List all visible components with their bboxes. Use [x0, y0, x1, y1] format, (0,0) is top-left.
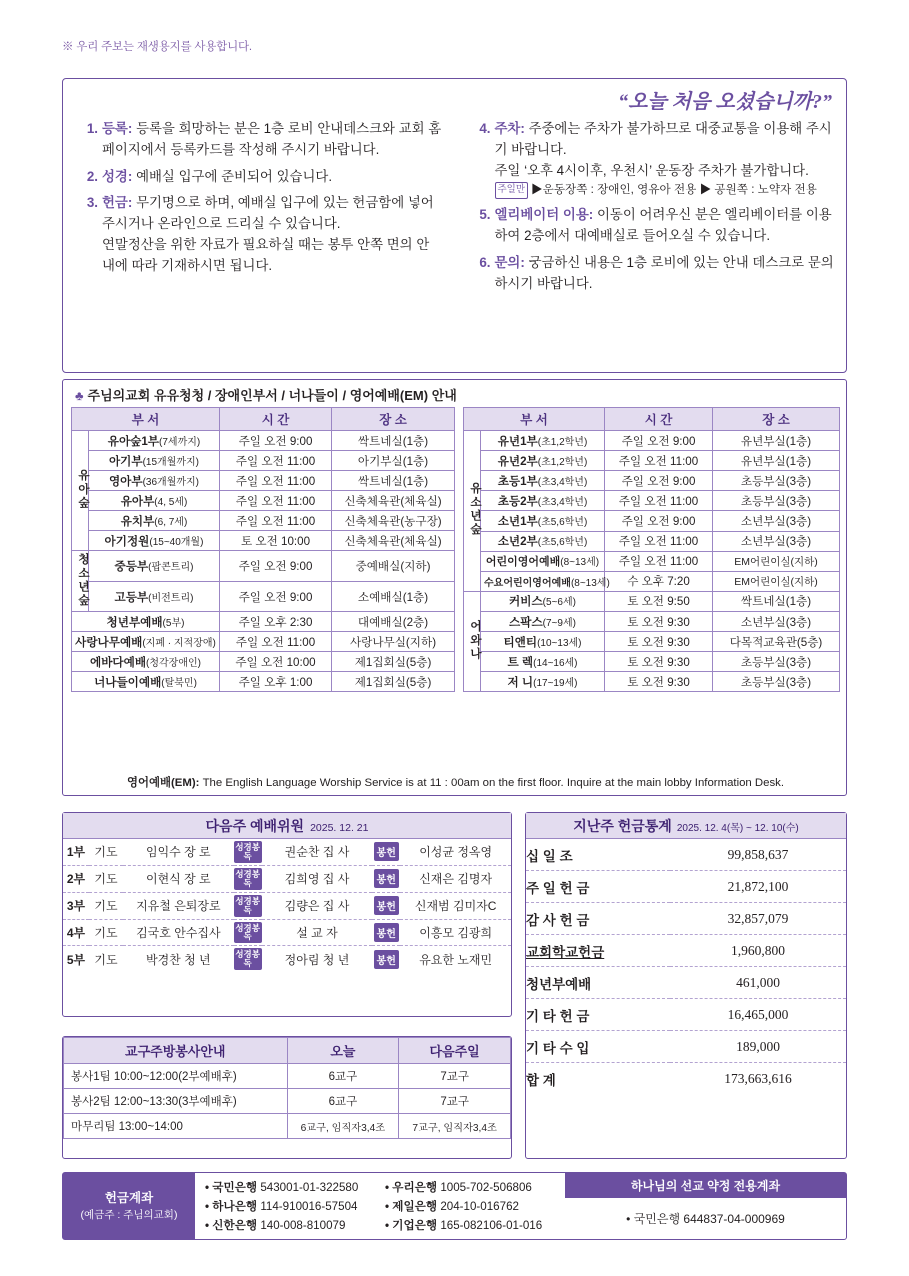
dept-name: 중등부(팝콘트리) [89, 551, 220, 582]
item-body [102, 167, 442, 188]
welcome-columns [63, 119, 848, 300]
dept-place: 초등부실(3층) [713, 491, 840, 511]
next-week-title-text: 다음주 예배위원 [205, 818, 305, 834]
dept-place: 신축체육관(농구장) [332, 511, 455, 531]
today-district: 6교구 [287, 1064, 399, 1089]
table-row [526, 839, 846, 871]
table-row [464, 531, 840, 551]
group-label: 어와나 [464, 591, 481, 692]
table-row [72, 431, 455, 451]
offering-names: 유요한 노재민 [419, 952, 493, 967]
dept-place: 초등부실(3층) [713, 471, 840, 491]
mission-account-block [565, 1173, 846, 1239]
table-row [72, 471, 455, 491]
department-info-box [62, 379, 847, 796]
dept-name: 유치부(6, 7세) [89, 511, 220, 531]
dept-time: 주일 오전 11:00 [605, 491, 713, 511]
table-row [526, 967, 846, 999]
dept-name: 아기부(15개월까지) [89, 451, 220, 471]
dept-time: 주일 오전 11:00 [220, 471, 332, 491]
accounts-left-title [63, 1173, 195, 1239]
account-number: 165-082106-01-016 [440, 1219, 543, 1232]
scripture-badge [234, 919, 262, 946]
col-header-today: 오늘 [287, 1038, 399, 1064]
table-row [526, 1031, 846, 1063]
item-number: 6. [479, 254, 491, 270]
dept-time: 주일 오전 11:00 [605, 551, 713, 571]
item-subtext: 주일 ‘오후 4시이후, 우천시’ 운동장 주차가 불가합니다. [494, 162, 809, 178]
next-district: 7교구, 임직자3,4조 [399, 1114, 511, 1139]
dept-place: 소예배실(1층) [332, 581, 455, 612]
welcome-right-column [456, 119, 849, 300]
offering-title-text: 지난주 헌금통계 [573, 818, 672, 834]
em-label: 영어예배(EM): [126, 777, 200, 789]
offering-value: 16,465,000 [670, 999, 846, 1031]
scripture-badge-label: 성경봉독 [235, 895, 260, 915]
group-label: 유아숲 [72, 431, 89, 551]
em-text: The English Language Worship Service is at 11 : 00am on the first floor. Inquire at the main lobby Information Desk. [199, 777, 785, 789]
prayer-name: 이현식 장 로 [123, 865, 234, 892]
group-label: 청소년숲 [72, 551, 89, 612]
item-number: 3. [86, 195, 98, 211]
prayer-name: 지유철 은퇴장로 [123, 892, 234, 919]
dept-time: 주일 오전 9:00 [220, 581, 332, 612]
table-row [72, 581, 455, 612]
dept-name: 스팍스(7~9세) [481, 611, 605, 631]
table-row [63, 839, 511, 865]
offering-badge [372, 839, 400, 865]
accounts-row [205, 1179, 565, 1195]
scripture-badge [234, 892, 262, 919]
offering-value: 1,960,800 [670, 935, 846, 967]
dept-name: 티앤티(10~13세) [481, 632, 605, 652]
table-row [72, 491, 455, 511]
table-row [464, 571, 840, 591]
dept-time: 주일 오후 1:00 [220, 672, 332, 692]
dept-place: 제1집회실(5층) [332, 672, 455, 692]
scripture-name: 설 교 자 [262, 919, 373, 946]
offering-total-value: 173,663,616 [724, 1070, 792, 1086]
table-row [63, 919, 511, 946]
table-row [464, 451, 840, 471]
item-text: 등록을 희망하는 분은 1층 로비 안내데스크와 교회 홈페이지에서 등록카드를 작성해 주시기 바랍니다. [102, 121, 442, 157]
table-row [464, 511, 840, 531]
item-label: 헌금: [102, 195, 133, 211]
table-row [63, 892, 511, 919]
dept-name: 초등1부(초3,4학년) [481, 471, 605, 491]
dept-name: 소년1부(초5,6학년) [481, 511, 605, 531]
item-number: 2. [86, 168, 98, 184]
item-body [495, 119, 835, 199]
dept-place: 신축체육관(체육실) [332, 531, 455, 551]
account-item [385, 1217, 565, 1233]
item-number: 4. [479, 121, 491, 136]
item-text: 예배실 입구에 준비되어 있습니다. [132, 168, 333, 184]
dept-name: 청년부예배(5부) [72, 612, 220, 632]
part-label: 2부 [63, 865, 89, 892]
scripture-badge-label: 성경봉독 [235, 949, 260, 969]
dept-place: 유년부실(1층) [713, 431, 840, 451]
item-label: 엘리베이터 이용: [494, 207, 594, 223]
offering-names: 신재범 김미자C [400, 892, 511, 919]
col-header-service: 교구주방봉사안내 [64, 1038, 288, 1064]
offering-value: 461,000 [670, 967, 846, 999]
offering-label: 감 사 헌 금 [526, 903, 670, 935]
offering-badge [372, 946, 400, 972]
table-row [72, 672, 455, 692]
clover-icon: ♣ [75, 388, 84, 403]
table-row [464, 672, 840, 692]
offering-value: 21,872,100 [670, 871, 846, 903]
account-item [205, 1217, 385, 1233]
offering-label: 주 일 헌 금 [526, 871, 670, 903]
prayer-role-label: 기도 [89, 919, 123, 946]
offering-names: 신재은 김명자 [400, 865, 511, 892]
table-row [64, 1114, 511, 1139]
offering-total-label: 합 계 [526, 1072, 556, 1088]
col-header-place: 장 소 [332, 408, 455, 431]
service-team: 봉사1팀 10:00~12:00(2부예배후) [64, 1064, 288, 1089]
scripture-name: 권순찬 집 사 [262, 839, 373, 865]
col-header-time: 시 간 [605, 408, 713, 431]
item-body [102, 193, 442, 276]
dept-place: 초등부실(3층) [713, 672, 840, 692]
dept-time: 주일 오전 11:00 [220, 511, 332, 531]
dept-name: 유아부(4, 5세) [89, 491, 220, 511]
item-body [102, 119, 442, 161]
dept-time: 주일 오전 11:00 [220, 491, 332, 511]
bank-name: • 하나은행 [205, 1200, 258, 1213]
col-header-place: 장 소 [713, 408, 840, 431]
table-header-row [72, 408, 455, 431]
mission-account-value: • 국민은행 644837-04-000969 [626, 1212, 785, 1226]
table-row [63, 865, 511, 892]
welcome-item [81, 167, 442, 188]
accounts-list [195, 1173, 565, 1239]
table-header-row [64, 1038, 511, 1064]
col-header-time: 시 간 [220, 408, 332, 431]
dept-name: 유년2부(초1,2학년) [481, 451, 605, 471]
scripture-name: 정아림 청 년 [284, 952, 350, 967]
table-row [526, 999, 846, 1031]
table-row [72, 612, 455, 632]
scripture-badge [234, 946, 262, 972]
dept-time: 주일 오전 10:00 [220, 652, 332, 672]
part-label: 5부 [66, 952, 86, 967]
table-row [526, 1063, 846, 1095]
offering-badge-label: 봉헌 [374, 896, 399, 915]
accounts-row [205, 1217, 565, 1233]
dept-name: 사랑나무예배(지폐 · 지적장애) [72, 632, 220, 652]
offering-value: 32,857,079 [670, 903, 846, 935]
table-row [64, 1064, 511, 1089]
scripture-name: 김희영 집 사 [262, 865, 373, 892]
tagline-text: ▶운동장쪽 : 장애인, 영유아 전용 ▶ 공원쪽 : 노약자 전용 [531, 183, 817, 197]
dept-place: 싹트네실(1층) [332, 471, 455, 491]
dept-place: 중예배실(지하) [332, 551, 455, 582]
welcome-item [474, 205, 835, 247]
accounts-box [62, 1172, 847, 1240]
welcome-item [81, 119, 442, 161]
next-district: 7교구 [399, 1089, 511, 1114]
offering-badge-label: 봉헌 [374, 950, 399, 969]
dept-time: 주일 오전 9:00 [605, 431, 713, 451]
department-table-left [71, 407, 455, 692]
table-row [72, 551, 455, 582]
dept-time: 주일 오전 11:00 [220, 632, 332, 652]
next-week-date: 2025. 12. 21 [310, 822, 369, 834]
dept-name: 영아부(36개월까지) [89, 471, 220, 491]
table-row [63, 946, 511, 972]
district-kitchen-table [63, 1037, 511, 1139]
col-header-dept: 부 서 [72, 408, 220, 431]
table-row [72, 451, 455, 471]
scripture-badge-label: 성경봉독 [235, 922, 260, 942]
bank-name: • 기업은행 [385, 1219, 438, 1232]
item-text: 무기명으로 하며, 예배실 입구에 있는 헌금함에 넣어주시거나 온라인으로 드리실 수 있습니다. [102, 195, 434, 232]
item-text: 이동이 어려우신 분은 엘리베이터를 이용하여 2층에서 대예배실로 들어오실 수 있습니다. [494, 207, 832, 244]
offering-label: 기 타 헌 금 [526, 999, 670, 1031]
offering-date-range: 2025. 12. 4(목) ~ 12. 10(수) [676, 823, 799, 834]
item-label: 등록: [102, 121, 133, 136]
item-label: 문의: [494, 254, 525, 270]
prayer-name: 김국호 안수집사 [123, 919, 234, 946]
dept-name: 유아숲1부(7세까지) [89, 431, 220, 451]
dept-place: 대예배실(2층) [332, 612, 455, 632]
scripture-badge-label: 성경봉독 [235, 842, 260, 861]
group-label: 유소년숲 [464, 431, 481, 592]
part-label: 4부 [63, 919, 89, 946]
em-service-note [63, 774, 848, 790]
today-district: 6교구, 임직자3,4조 [287, 1114, 399, 1139]
sunday-only-tag: 주일만 [495, 182, 529, 199]
offering-label: 십 일 조 [526, 839, 670, 871]
welcome-item [81, 193, 442, 276]
dept-name: 너나들이예배(탈북민) [72, 672, 220, 692]
department-tables [63, 407, 846, 692]
item-subtext: 연말정산을 위한 자료가 필요하실 때는 봉투 안쪽 면의 안내에 따라 기재하시면 됩니다. [102, 236, 430, 273]
account-item [385, 1179, 565, 1195]
offering-label: 교회학교헌금 [526, 935, 670, 967]
dept-place: EM어린이실(지하) [713, 551, 840, 571]
table-row [464, 491, 840, 511]
account-number: 204-10-016762 [440, 1200, 519, 1213]
offering-statistics-box [525, 812, 847, 1159]
prayer-name: 박경찬 청 년 [146, 952, 211, 967]
dept-place: 소년부실(3층) [713, 611, 840, 631]
prayer-role-label: 기도 [94, 952, 118, 967]
dept-name: 고등부(비전트리) [89, 581, 220, 612]
bank-name: • 신한은행 [205, 1219, 258, 1232]
dept-name: 초등2부(초3,4학년) [481, 491, 605, 511]
offering-names: 이성균 정옥영 [400, 839, 511, 865]
item-text: 주중에는 주차가 불가하므로 대중교통을 이용해 주시기 바랍니다. [494, 121, 832, 157]
offering-label: 기 타 수 입 [526, 1031, 670, 1063]
part-label: 1부 [63, 839, 89, 865]
dept-place: 소년부실(3층) [713, 531, 840, 551]
dept-place: 유년부실(1층) [713, 451, 840, 471]
dept-time: 주일 오전 11:00 [220, 451, 332, 471]
account-number: 140-008-810079 [260, 1219, 346, 1232]
account-number: 1005-702-506806 [440, 1181, 532, 1194]
item-label: 주차: [494, 121, 525, 136]
account-item [385, 1198, 565, 1214]
item-body [495, 205, 835, 247]
dept-time: 주일 오전 9:00 [605, 471, 713, 491]
next-week-title [63, 813, 511, 839]
dept-place: 아기부실(1층) [332, 451, 455, 471]
table-row [464, 611, 840, 631]
offering-names: 이흥모 김광희 [400, 919, 511, 946]
next-week-committee-box [62, 812, 512, 1017]
dept-name: 소년2부(초5,6학년) [481, 531, 605, 551]
item-body [495, 253, 835, 295]
dept-name: 아기정원(15~40개월) [89, 531, 220, 551]
welcome-item [474, 119, 835, 199]
account-item [205, 1179, 385, 1195]
offering-badge-label: 봉헌 [374, 923, 399, 942]
welcome-item [474, 253, 835, 295]
dept-time: 주일 오전 9:00 [220, 551, 332, 582]
table-row [464, 471, 840, 491]
dept-name: 유년1부(초1,2학년) [481, 431, 605, 451]
accounts-title: 헌금계좌 [104, 1190, 154, 1205]
dept-time: 토 오전 10:00 [220, 531, 332, 551]
offering-badge [372, 892, 400, 919]
account-number: 543001-01-322580 [260, 1181, 359, 1194]
col-header-dept: 부 서 [464, 408, 605, 431]
table-row [72, 632, 455, 652]
dept-place: 사랑나무실(지하) [332, 632, 455, 652]
item-number: 5. [479, 207, 491, 223]
table-header-row [464, 408, 840, 431]
dept-name: 수요어린이영어예배(8~13세) [481, 571, 605, 591]
dept-place: 싹트네실(1층) [713, 591, 840, 611]
dept-time: 토 오전 9:30 [605, 672, 713, 692]
account-number: 114-910016-57504 [260, 1200, 358, 1213]
offering-badge [372, 919, 400, 946]
table-row [464, 431, 840, 451]
dept-place: 소년부실(3층) [713, 511, 840, 531]
table-row [464, 591, 840, 611]
mission-account-title: 하나님의 선교 약정 전용계좌 [565, 1173, 846, 1198]
bank-name: • 제일은행 [385, 1200, 438, 1213]
part-label: 3부 [63, 892, 89, 919]
district-kitchen-box [62, 1036, 512, 1159]
dept-time: 주일 오전 11:00 [605, 451, 713, 471]
service-team: 마무리팀 13:00~14:00 [64, 1114, 288, 1139]
dept-place: 싹트네실(1층) [332, 431, 455, 451]
dept-place: EM어린이실(지하) [713, 571, 840, 591]
item-text: 궁금하신 내용은 1층 로비에 있는 안내 데스크로 문의하시기 바랍니다. [494, 254, 834, 291]
scripture-badge-label: 성경봉독 [235, 868, 260, 888]
table-row [64, 1089, 511, 1114]
bank-name: • 우리은행 [385, 1181, 438, 1194]
welcome-title: “오늘 처음 오셨습니까?” [618, 91, 832, 113]
dept-time: 주일 오후 2:30 [220, 612, 332, 632]
department-heading-text: 주님의교회 유유청청 / 장애인부서 / 너나들이 / 영어예배(EM) 안내 [87, 388, 457, 403]
table-row [72, 652, 455, 672]
dept-time: 주일 오전 9:00 [220, 431, 332, 451]
scripture-name: 김량은 집 사 [262, 892, 373, 919]
scripture-badge [234, 865, 262, 892]
dept-time: 수 오후 7:20 [605, 571, 713, 591]
bank-name: • 국민은행 [205, 1181, 258, 1194]
accounts-row [205, 1198, 565, 1214]
col-header-next: 다음주일 [399, 1038, 511, 1064]
offering-label: 청년부예배 [526, 967, 670, 999]
dept-place: 신축체육관(체육실) [332, 491, 455, 511]
prayer-role-label: 기도 [89, 839, 123, 865]
account-item [205, 1198, 385, 1214]
department-table-right [463, 407, 840, 692]
table-row [526, 871, 846, 903]
dept-name: 커비스(5~6세) [481, 591, 605, 611]
dept-name: 저 니(17~19세) [481, 672, 605, 692]
offering-value: 99,858,637 [670, 839, 846, 871]
dept-time: 주일 오전 11:00 [605, 531, 713, 551]
offering-badge [372, 865, 400, 892]
item-label: 성경: [102, 168, 133, 184]
table-row [464, 652, 840, 672]
table-row [72, 511, 455, 531]
offering-badge-label: 봉헌 [374, 842, 399, 861]
prayer-role-label: 기도 [89, 892, 123, 919]
today-district: 6교구 [287, 1089, 399, 1114]
offering-value: 189,000 [670, 1031, 846, 1063]
dept-place: 다목적교육관(5층) [713, 632, 840, 652]
dept-place: 제1집회실(5층) [332, 652, 455, 672]
offering-title [526, 813, 846, 839]
dept-time: 토 오전 9:50 [605, 591, 713, 611]
item-tagline [495, 181, 835, 199]
offering-badge-label: 봉헌 [374, 869, 399, 888]
table-row [464, 551, 840, 571]
department-heading [63, 380, 846, 407]
prayer-role-label: 기도 [89, 865, 123, 892]
item-number: 1. [86, 121, 98, 136]
dept-place: 초등부실(3층) [713, 652, 840, 672]
accounts-subtitle: (예금주 : 주님의교회) [80, 1208, 178, 1221]
table-row [526, 935, 846, 967]
next-week-table [63, 839, 511, 972]
scripture-badge [234, 839, 262, 865]
dept-name: 에바다예배(청각장애인) [72, 652, 220, 672]
prayer-name: 임익수 장 로 [123, 839, 234, 865]
service-team: 봉사2팀 12:00~13:30(3부예배후) [64, 1089, 288, 1114]
dept-name: 어린이영어예배(8~13세) [481, 551, 605, 571]
welcome-left-column [63, 119, 456, 300]
dept-time: 토 오전 9:30 [605, 632, 713, 652]
table-row [464, 632, 840, 652]
dept-name: 트 렉(14~16세) [481, 652, 605, 672]
table-row [72, 531, 455, 551]
recycle-note: ※ 우리 주보는 재생용지를 사용합니다. [62, 41, 252, 53]
welcome-box [62, 78, 847, 373]
next-district: 7교구 [399, 1064, 511, 1089]
table-row [526, 903, 846, 935]
offering-table [526, 839, 846, 1094]
dept-time: 주일 오전 9:00 [605, 511, 713, 531]
dept-time: 토 오전 9:30 [605, 611, 713, 631]
dept-time: 토 오전 9:30 [605, 652, 713, 672]
